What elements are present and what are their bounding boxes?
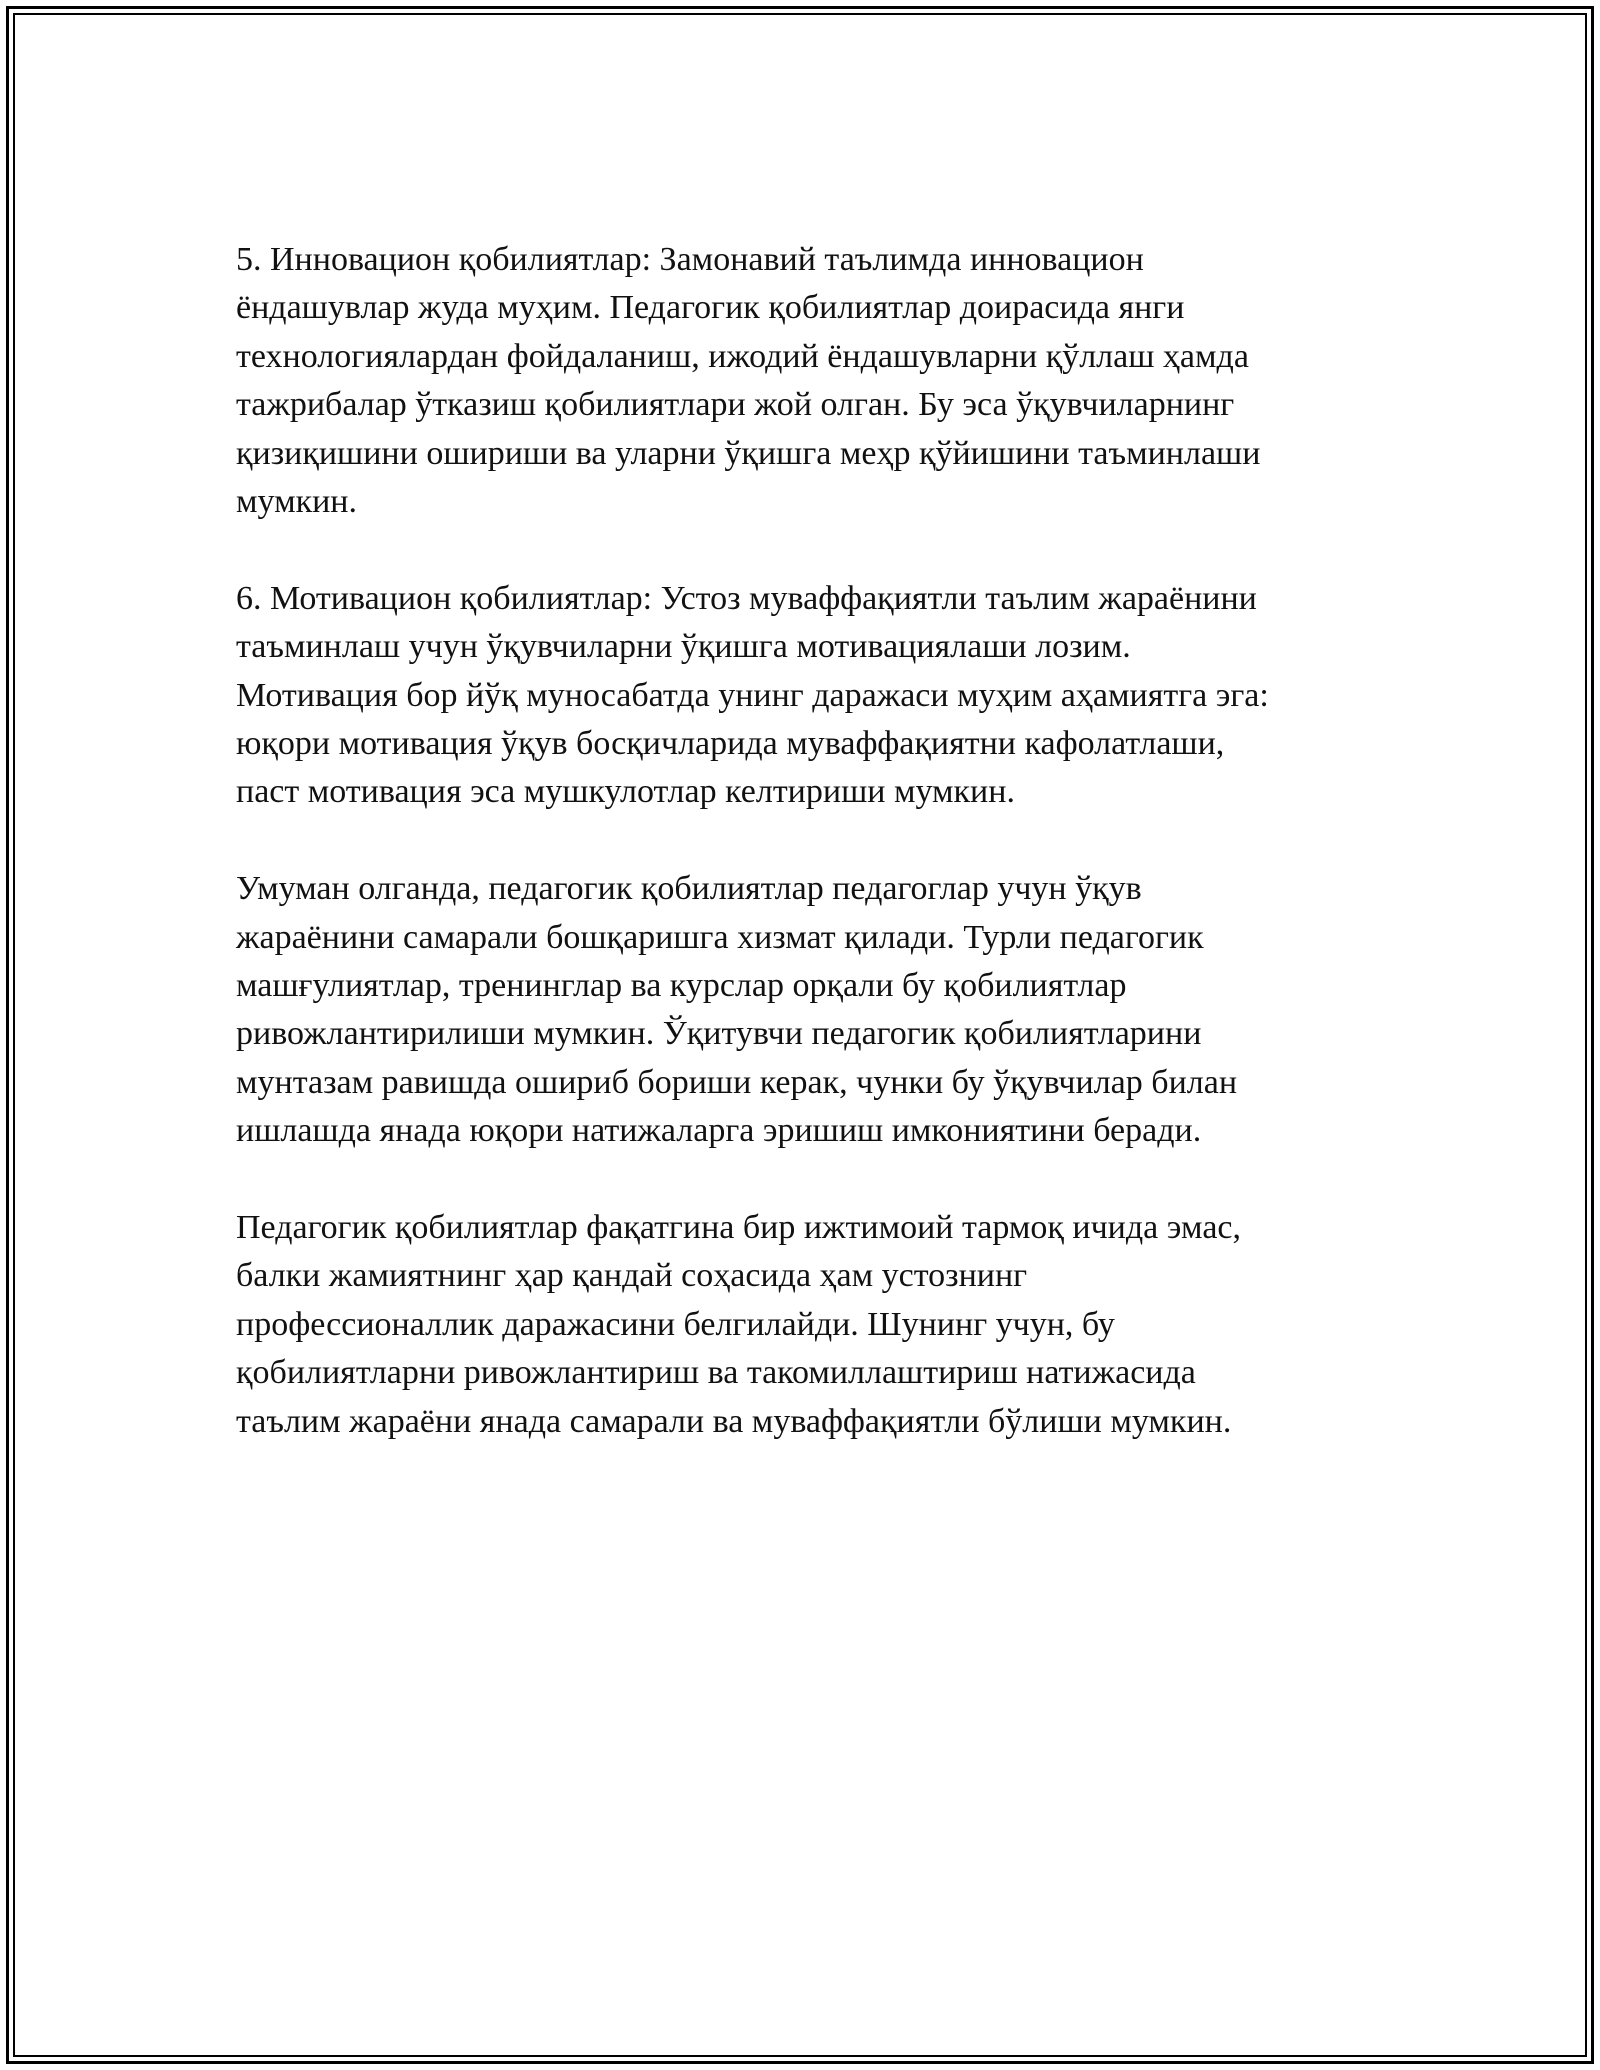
text-line: мумкин. [236,483,357,521]
text-line: ёндашувлар жуда муҳим. Педагогик қобилиятлар доирасида янги [236,289,1185,327]
text-line: ривожлантирилиши мумкин. Ўқитувчи педагогик қобилиятларини [236,1015,1202,1053]
paragraph-innovative-abilities [236,236,1376,526]
paragraph-summary [236,865,1376,1155]
text-line: Умуман олганда, педагогик қобилиятлар педагоглар учун ўқув [236,870,1142,908]
text-line: машғулиятлар, тренинглар ва курслар орқали бу қобилиятлар [236,967,1127,1005]
text-line: жараёнини самарали бошқаришга хизмат қилади. Турли педагогик [236,918,1204,956]
text-line: балки жамиятнинг ҳар қандай соҳасида ҳам устознинг [236,1257,1028,1295]
text-line: технологиялардан фойдаланиш, ижодий ёндашувларни қўллаш ҳамда [236,337,1249,375]
text-line: қобилиятларни ривожлантириш ва такомиллаштириш натижасида [236,1354,1196,1392]
document-body [236,236,1376,1495]
text-line: ишлашда янада юқори натижаларга эришиш имкониятини беради. [236,1112,1202,1150]
text-line: 6. Мотивацион қобилиятлар: Устоз муваффақиятли таълим жараёнини [236,579,1257,617]
text-line: мунтазам равишда ошириб бориши керак, чунки бу ўқувчилар билан [236,1063,1238,1101]
text-line: 5. Инновацион қобилиятлар: Замонавий таълимда инновацион [236,241,1144,278]
text-line: профессионаллик даражасини белгилайди. Шунинг учун, бу [236,1305,1115,1343]
text-line: Педагогик қобилиятлар фақатгина бир ижтимоий тармоқ ичида эмас, [236,1209,1242,1247]
paragraph-motivational-abilities [236,575,1376,817]
text-line: таълим жараёни янада самарали ва муваффақиятли бўлиши мумкин. [236,1402,1232,1440]
text-line: юқори мотивация ўқув босқичларида муваффақиятни кафолатлаши, [236,725,1225,763]
text-line: Мотивация бор йўқ муносабатда унинг даражаси муҳим аҳамиятга эга: [236,676,1269,714]
text-line: қизиқишини ошириши ва уларни ўқишга меҳр қўйишини таъминлаши [236,434,1261,472]
text-line: тажрибалар ўтказиш қобилиятлари жой олган. Бу эса ўқувчиларнинг [236,386,1235,424]
paragraph-conclusion [236,1204,1376,1446]
text-line: паст мотивация эса мушкулотлар келтириши мумкин. [236,773,1015,811]
text-line: таъминлаш учун ўқувчиларни ўқишга мотивациялаши лозим. [236,628,1131,666]
